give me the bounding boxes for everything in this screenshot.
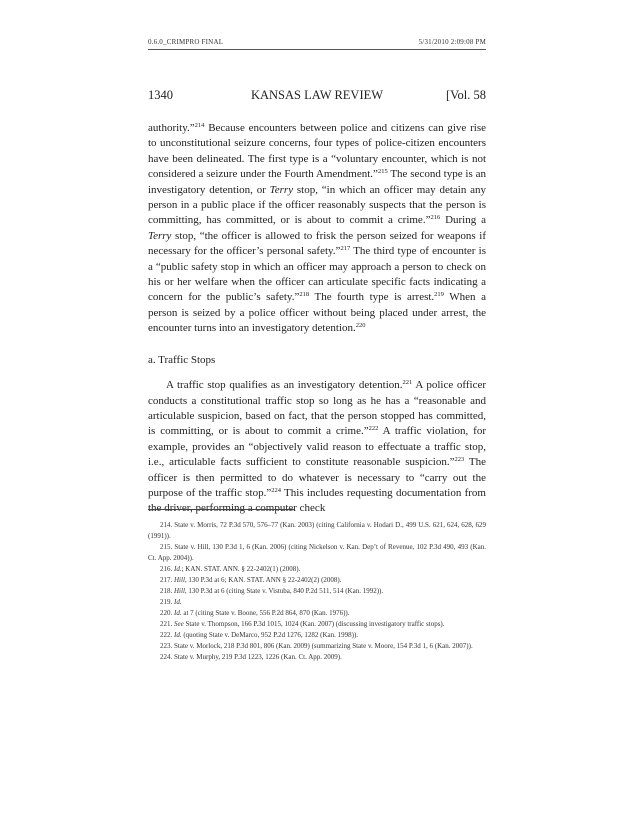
body-text [148, 121, 486, 517]
footnote-219: 219. Id. [160, 598, 182, 606]
footnote-ref-214: 214 [194, 122, 205, 129]
journal-title: KANSAS LAW REVIEW [250, 88, 384, 102]
footnote-222: 222. Id. (quoting State v. DeMarco, 952 P.2d 1276, 1282 (Kan. 1998)). [160, 631, 359, 639]
footnote-rule [148, 509, 294, 510]
footnote-ref-216: 216 [430, 214, 441, 222]
footnote-ref-221: 221 [402, 379, 413, 387]
footnote-ref-215: 215 [377, 168, 388, 176]
footnote-223: 223. State v. Morlock, 218 P.3d 801, 806 (Kan. 2009) (summarizing State v. Moore, 154 P.3d 1, 6 (Kan. 2007)). [160, 642, 473, 650]
footnote-217: 217. Hill, 130 P.3d at 6; KAN. STAT. ANN § 22-2402(2) (2008). [160, 576, 342, 584]
paragraph-traffic-stops: A traffic stop qualifies as an investigatory detention.$^{221}$ A police officer conducts a constitutional traffic stop so long as he has a “reasonable and articulable suspicion, based on fact, that the person stopped has committed, is committing, or is about to commit a crime.”$^{222}$ A traffic violation, for example, provides an “objectively valid reason to effectuate a traffic stop, i.e., articulable facts sufficient to constitute reasonable suspicion.”$^{223}$ The officer is then permitted to do whatever is necessary to “carry out the purpose of the traffic stop.”$^{224}$ This includes requesting documentation from the driver, performing a computer check [148, 379, 486, 515]
footnote-224: 224. State v. Murphy, 219 P.3d 1223, 1226 (Kan. Ct. App. 2009). [160, 653, 342, 661]
footnote-ref-217: 217 [340, 245, 351, 253]
paragraph-encounter-types: authority.”$^{214}$ Because encounters between police and citizens can give rise to unconstitutional seizure concerns, four types of police-citizen encounters have been delineated. The first type is a “voluntary encounter, which is not considered a seizure under the Fourth Amendment.”$^{215}$ The second type is an investigatory detention, or Terry stop, “in which an officer may detain any person in a public place if the officer reasonably suspects that the person is committing, has committed, or is about to commit a crime.”$^{216}$ During a Terry stop, “the officer is allowed to frisk the person seized for weapons if necessary for the officer’s personal safety.”$^{217}$ The third type of encounter is a “public safety stop in which an officer may approach a person to check on his or her welfare when the officer can articulate specific facts indicating a concern for the public’s safety.”$^{218}$ The fourth type is arrest.$^{219}$ When a person is seized by a police officer without being placed under arrest, the encounter turns into an investigatory detention.$^{220}$ [148, 122, 486, 335]
footnote-216: 216. Id.; KAN. STAT. ANN. § 22-2402(1) (2008). [160, 565, 301, 573]
folio [148, 88, 486, 104]
footnotes [148, 520, 486, 663]
footnote-221: 221. See State v. Thompson, 166 P.3d 1015, 1024 (Kan. 2007) (discussing investigatory traffic stops). [160, 620, 445, 628]
footnote-ref-224: 224 [271, 486, 281, 494]
footnote-ref-218: 218 [299, 291, 310, 299]
footnote-218: 218. Hill, 130 P.3d at 6 (citing State v. Vistuba, 840 P.2d 511, 514 (Kan. 1992)). [160, 587, 384, 595]
footnote-220: 220. Id. at 7 (citing State v. Boone, 556 P.2d 864, 870 (Kan. 1976)). [160, 609, 350, 617]
footnote-214: 214. State v. Morris, 72 P.3d 570, 576–77 (Kan. 2003) (citing California v. Hodari D., 499 U.S. 621, 624, 628, 629 (1991)). [148, 521, 486, 540]
footnote-215: 215. State v. Hill, 130 P.3d 1, 6 (Kan. 2006) (citing Nickelson v. Kan. Dep’t of Revenue, 102 P.3d 490, 493 (Kan. Ct. App. 2004)). [148, 543, 486, 562]
footnote-ref-220: 220 [355, 322, 366, 330]
running-header-file: 0.6.0_CRIMPRO FINAL [148, 38, 224, 46]
header-rule [148, 49, 486, 50]
footnote-ref-219: 219 [434, 291, 444, 299]
section-heading: a. Traffic Stops [148, 353, 216, 366]
volume-number: [Vol. 58 [445, 88, 486, 102]
running-header-timestamp: 5/31/2010 2:09:08 PM [418, 38, 486, 46]
page-number: 1340 [148, 88, 173, 102]
footnote-ref-222: 222 [368, 425, 379, 433]
footnote-ref-223: 223 [454, 456, 465, 464]
